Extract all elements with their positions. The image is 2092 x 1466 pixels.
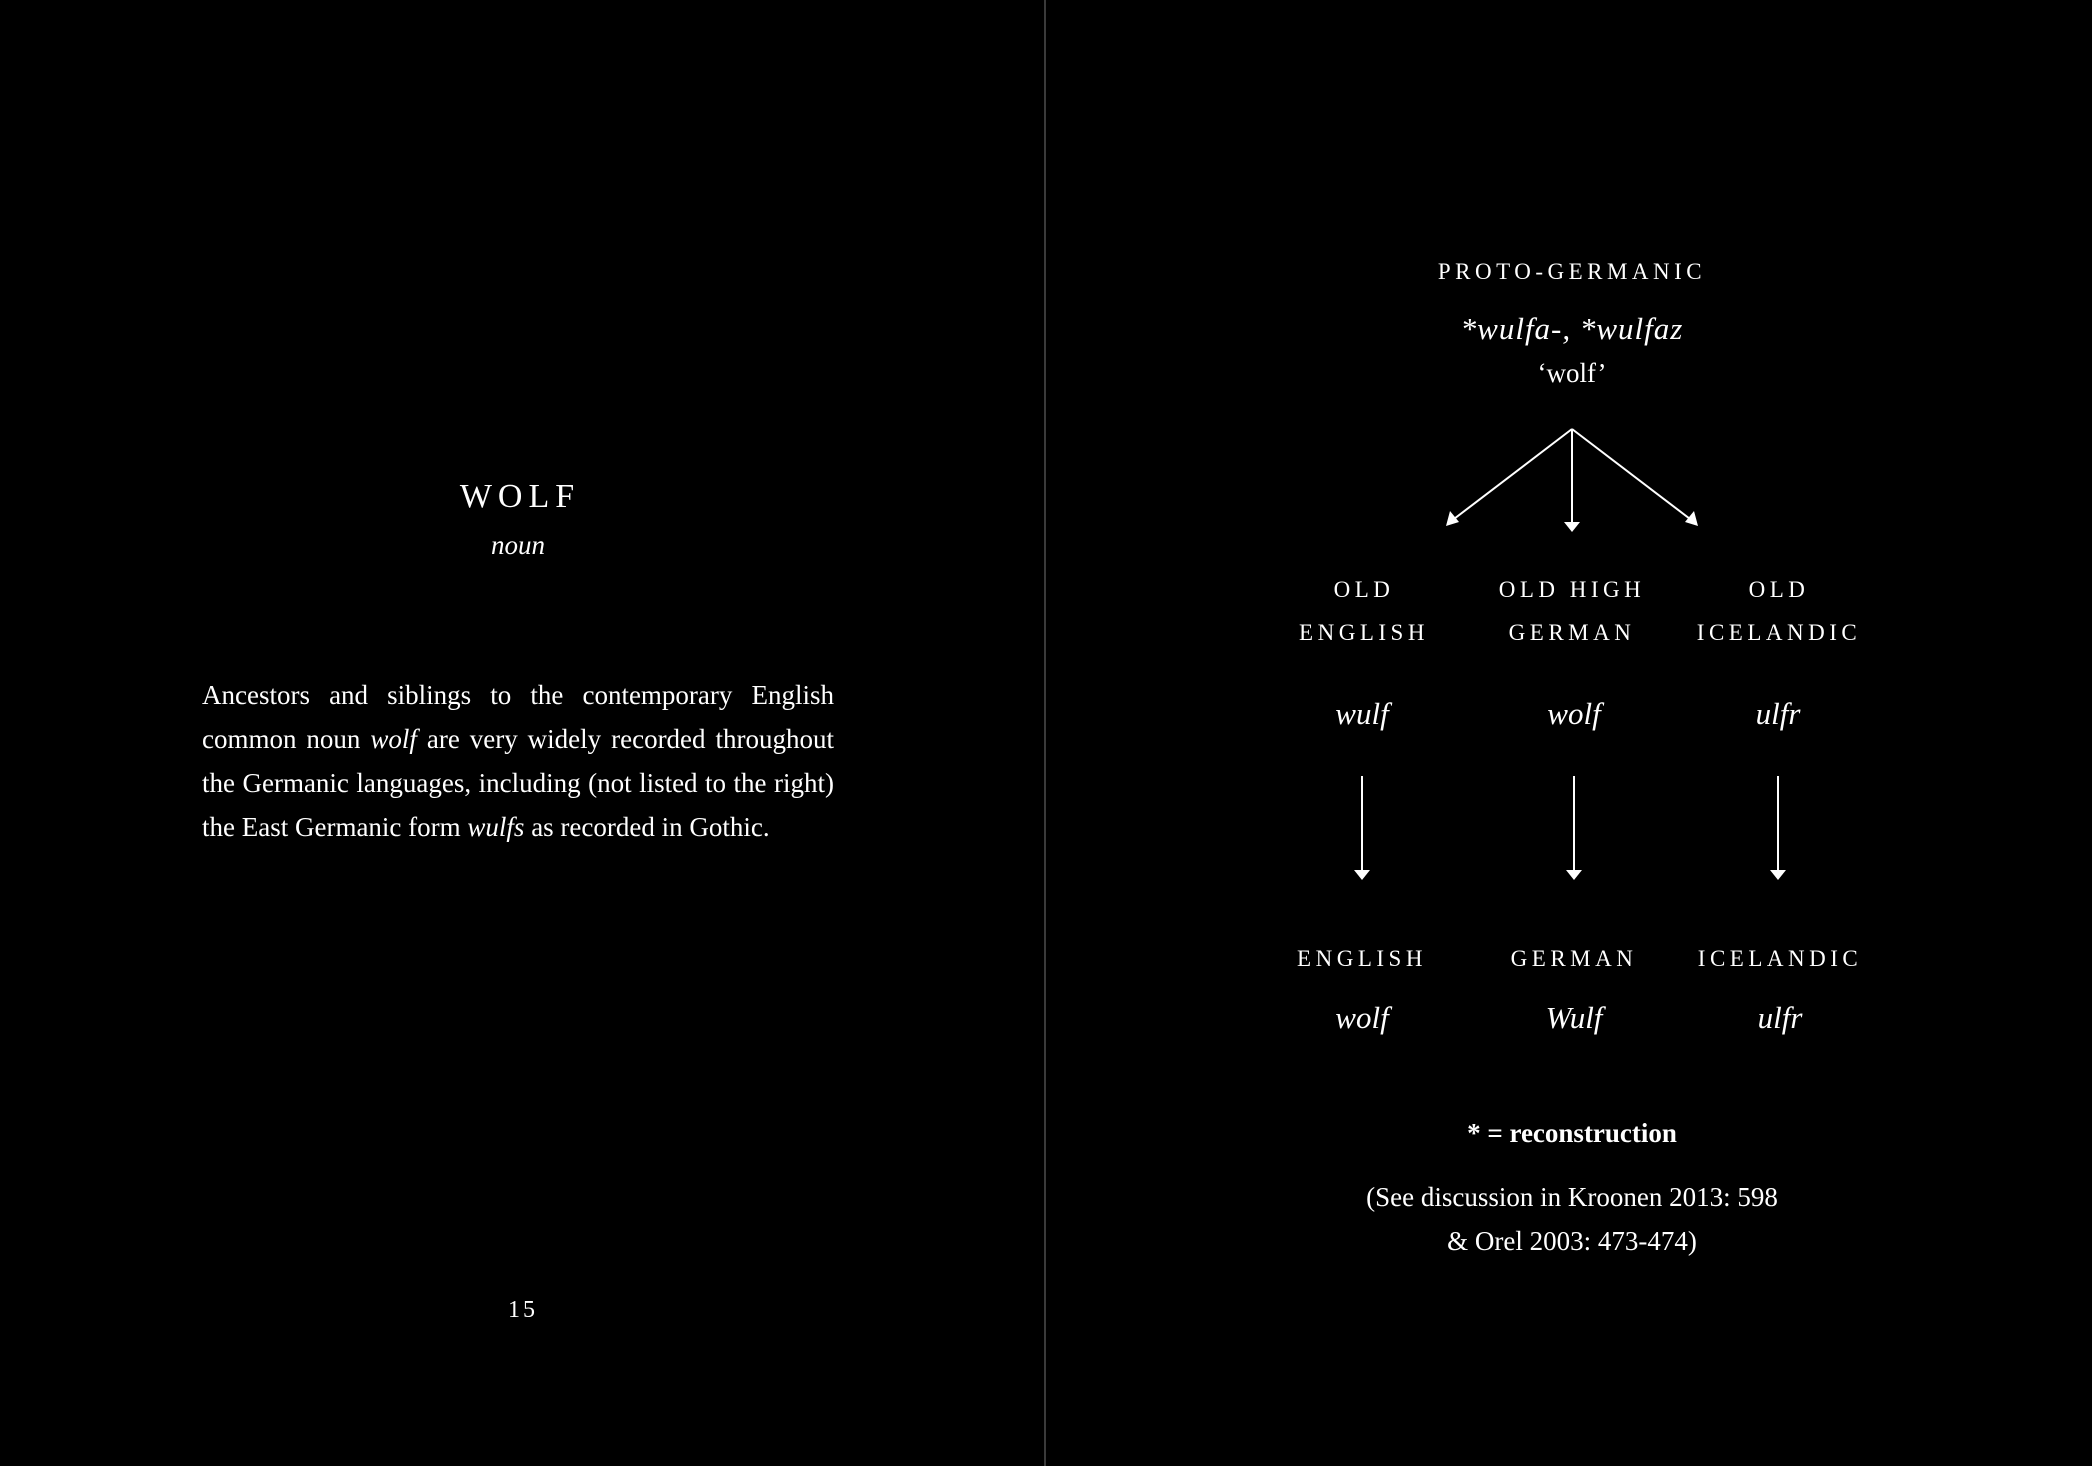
german-label: GERMAN	[1510, 946, 1638, 971]
old-english-label-line1: OLD	[1333, 577, 1395, 602]
old-high-german-label-line1: OLD HIGH	[1498, 577, 1646, 602]
old-icelandic-form: ulfr	[1755, 696, 1801, 731]
arrowhead-icelandic	[1770, 870, 1786, 880]
old-icelandic-label-line2: ICELANDIC	[1696, 620, 1862, 645]
branch-arrow-old-english	[1450, 429, 1572, 522]
arrowhead-english	[1354, 870, 1370, 880]
old-english-label-line2: ENGLISH	[1299, 620, 1429, 645]
page-number: 15	[508, 1297, 538, 1323]
german-form: Wulf	[1545, 1000, 1603, 1035]
body-text-segment: as recorded in Gothic.	[524, 812, 770, 842]
source-citation-line1: (See discussion in Kroonen 2013: 598	[1366, 1182, 1778, 1212]
body-text-italic-wolf: wolf	[370, 724, 417, 754]
arrowhead-old-english	[1446, 511, 1459, 526]
old-icelandic-label-line1: OLD	[1748, 577, 1810, 602]
proto-germanic-forms: *wulfa-, *wulfaz	[1460, 311, 1684, 346]
english-label: ENGLISH	[1297, 946, 1427, 971]
proto-germanic-label: PROTO-GERMANIC	[1437, 259, 1707, 284]
icelandic-form: ulfr	[1757, 1000, 1803, 1035]
branch-arrow-old-icelandic	[1572, 429, 1694, 522]
part-of-speech: noun	[491, 530, 545, 560]
icelandic-label: ICELANDIC	[1697, 946, 1863, 971]
old-english-form: wulf	[1335, 696, 1389, 731]
old-high-german-form: wolf	[1547, 696, 1601, 731]
body-text-italic-wulfs: wulfs	[467, 812, 525, 842]
arrowhead-german	[1566, 870, 1582, 880]
headword: WOLF	[459, 478, 581, 515]
old-high-german-label-line2: GERMAN	[1508, 620, 1636, 645]
reconstruction-legend: * = reconstruction	[1467, 1118, 1677, 1148]
arrowhead-old-icelandic	[1685, 511, 1698, 526]
english-form: wolf	[1335, 1000, 1389, 1035]
arrowhead-old-high-german	[1564, 522, 1580, 532]
body-text-segment: Ancestors and siblings to the contemporary English common noun	[202, 680, 834, 754]
proto-germanic-gloss: ‘wolf’	[1537, 358, 1607, 388]
source-citation-line2: & Orel 2003: 473-474)	[1447, 1226, 1697, 1256]
body-text-segment: are very widely recorded throughout the Germanic languages, including (not listed to the right) the East Germanic form	[202, 724, 834, 842]
